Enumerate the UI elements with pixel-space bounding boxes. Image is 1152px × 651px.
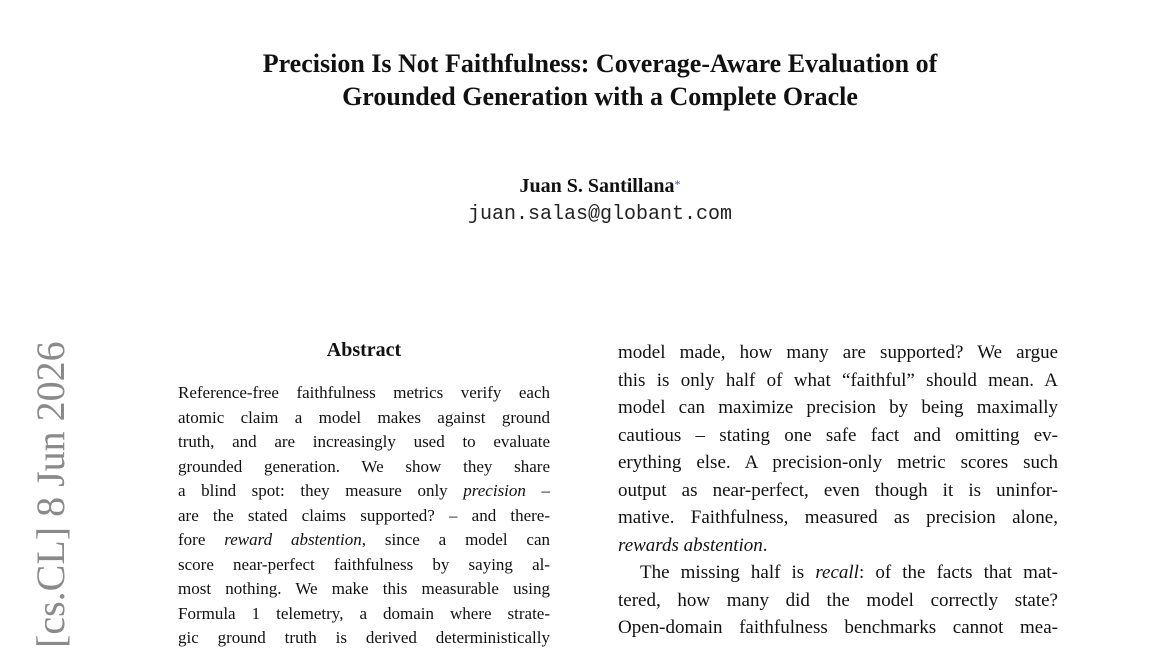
body-line xyxy=(618,449,1058,477)
text-run: Reference-free faithfulness metrics verify each xyxy=(178,383,550,402)
abstract-body xyxy=(178,381,550,651)
text-run: model can maximize precision by being maximally xyxy=(618,397,1058,418)
author-line xyxy=(0,173,1152,199)
text-run: score near-perfect faithfulness by saying al- xyxy=(178,554,550,574)
text-run: this is only half of what “faithful” should mean. A xyxy=(618,369,1058,391)
text-run: Open-domain faithfulness benchmarks cannot mea- xyxy=(618,617,1058,638)
abstract-line xyxy=(178,577,550,602)
paper-title-line-2: Grounded Generation with a Complete Oracle xyxy=(342,82,858,111)
author-name: Juan S. Santillana xyxy=(519,175,675,197)
text-run: tered, how many did the model correctly state? xyxy=(618,589,1058,611)
emphasized-text: recall xyxy=(815,562,859,583)
body-line xyxy=(618,477,1058,505)
body-line xyxy=(618,532,1058,560)
text-run: , since a model can xyxy=(361,530,551,549)
body-line xyxy=(618,614,1058,642)
abstract-line xyxy=(178,602,550,627)
text-run: atomic claim a model makes against ground xyxy=(178,407,550,427)
body-line xyxy=(618,504,1058,532)
abstract-line xyxy=(178,479,550,504)
body-line xyxy=(618,394,1058,422)
text-run: – xyxy=(525,481,551,500)
body-line xyxy=(618,587,1058,615)
author-footnote-mark[interactable]: * xyxy=(674,177,681,191)
text-run: grounded generation. We show they share xyxy=(178,456,550,476)
text-run: : of the facts that mat- xyxy=(858,562,1058,583)
paper-title-line-1: Precision Is Not Faithfulness: Coverage-Aware Evaluation of xyxy=(262,49,938,78)
emphasized-text: reward abstention xyxy=(224,530,362,549)
abstract-line xyxy=(178,381,550,406)
text-run: are the stated claims supported? – and there- xyxy=(178,505,550,525)
text-run: . xyxy=(762,534,768,556)
abstract-line xyxy=(178,553,550,578)
author-email: juan.salas@globant.com xyxy=(467,203,733,226)
body-line xyxy=(618,559,1058,587)
text-run: output as near-perfect, even though it is uninfor- xyxy=(618,479,1058,501)
abstract-line xyxy=(178,626,550,651)
text-run: cautious – stating one safe fact and omitting ev- xyxy=(618,424,1058,446)
abstract-line xyxy=(178,528,550,553)
abstract-heading: Abstract xyxy=(326,339,402,361)
text-run: erything else. A precision-only metric scores such xyxy=(618,452,1058,473)
body-line xyxy=(618,367,1058,395)
text-run: truth, and are increasingly used to evaluate xyxy=(178,432,550,451)
paper-title xyxy=(0,47,1152,113)
text-run: most nothing. We make this measurable using xyxy=(178,579,550,598)
text-run: Formula 1 telemetry, a domain where strate- xyxy=(178,603,550,623)
text-run: gic ground truth is derived deterministically xyxy=(178,628,550,647)
body-line xyxy=(618,339,1058,367)
text-run: The missing half is xyxy=(640,562,816,583)
text-run: a blind spot: they measure only xyxy=(178,481,464,500)
abstract-line xyxy=(178,504,550,529)
body-line xyxy=(618,422,1058,450)
arxiv-identifier-stamp: [cs.CL] 8 Jun 2026 xyxy=(28,341,73,648)
abstract-line xyxy=(178,406,550,431)
abstract-line xyxy=(178,455,550,480)
text-run: mative. Faithfulness, measured as precision alone, xyxy=(618,507,1058,528)
intro-column-text xyxy=(618,339,1058,642)
text-run: fore xyxy=(178,530,225,549)
abstract-line xyxy=(178,430,550,455)
emphasized-text: precision xyxy=(463,481,526,500)
text-run: model made, how many are supported? We argue xyxy=(618,342,1058,363)
emphasized-text: rewards abstention xyxy=(618,534,763,556)
